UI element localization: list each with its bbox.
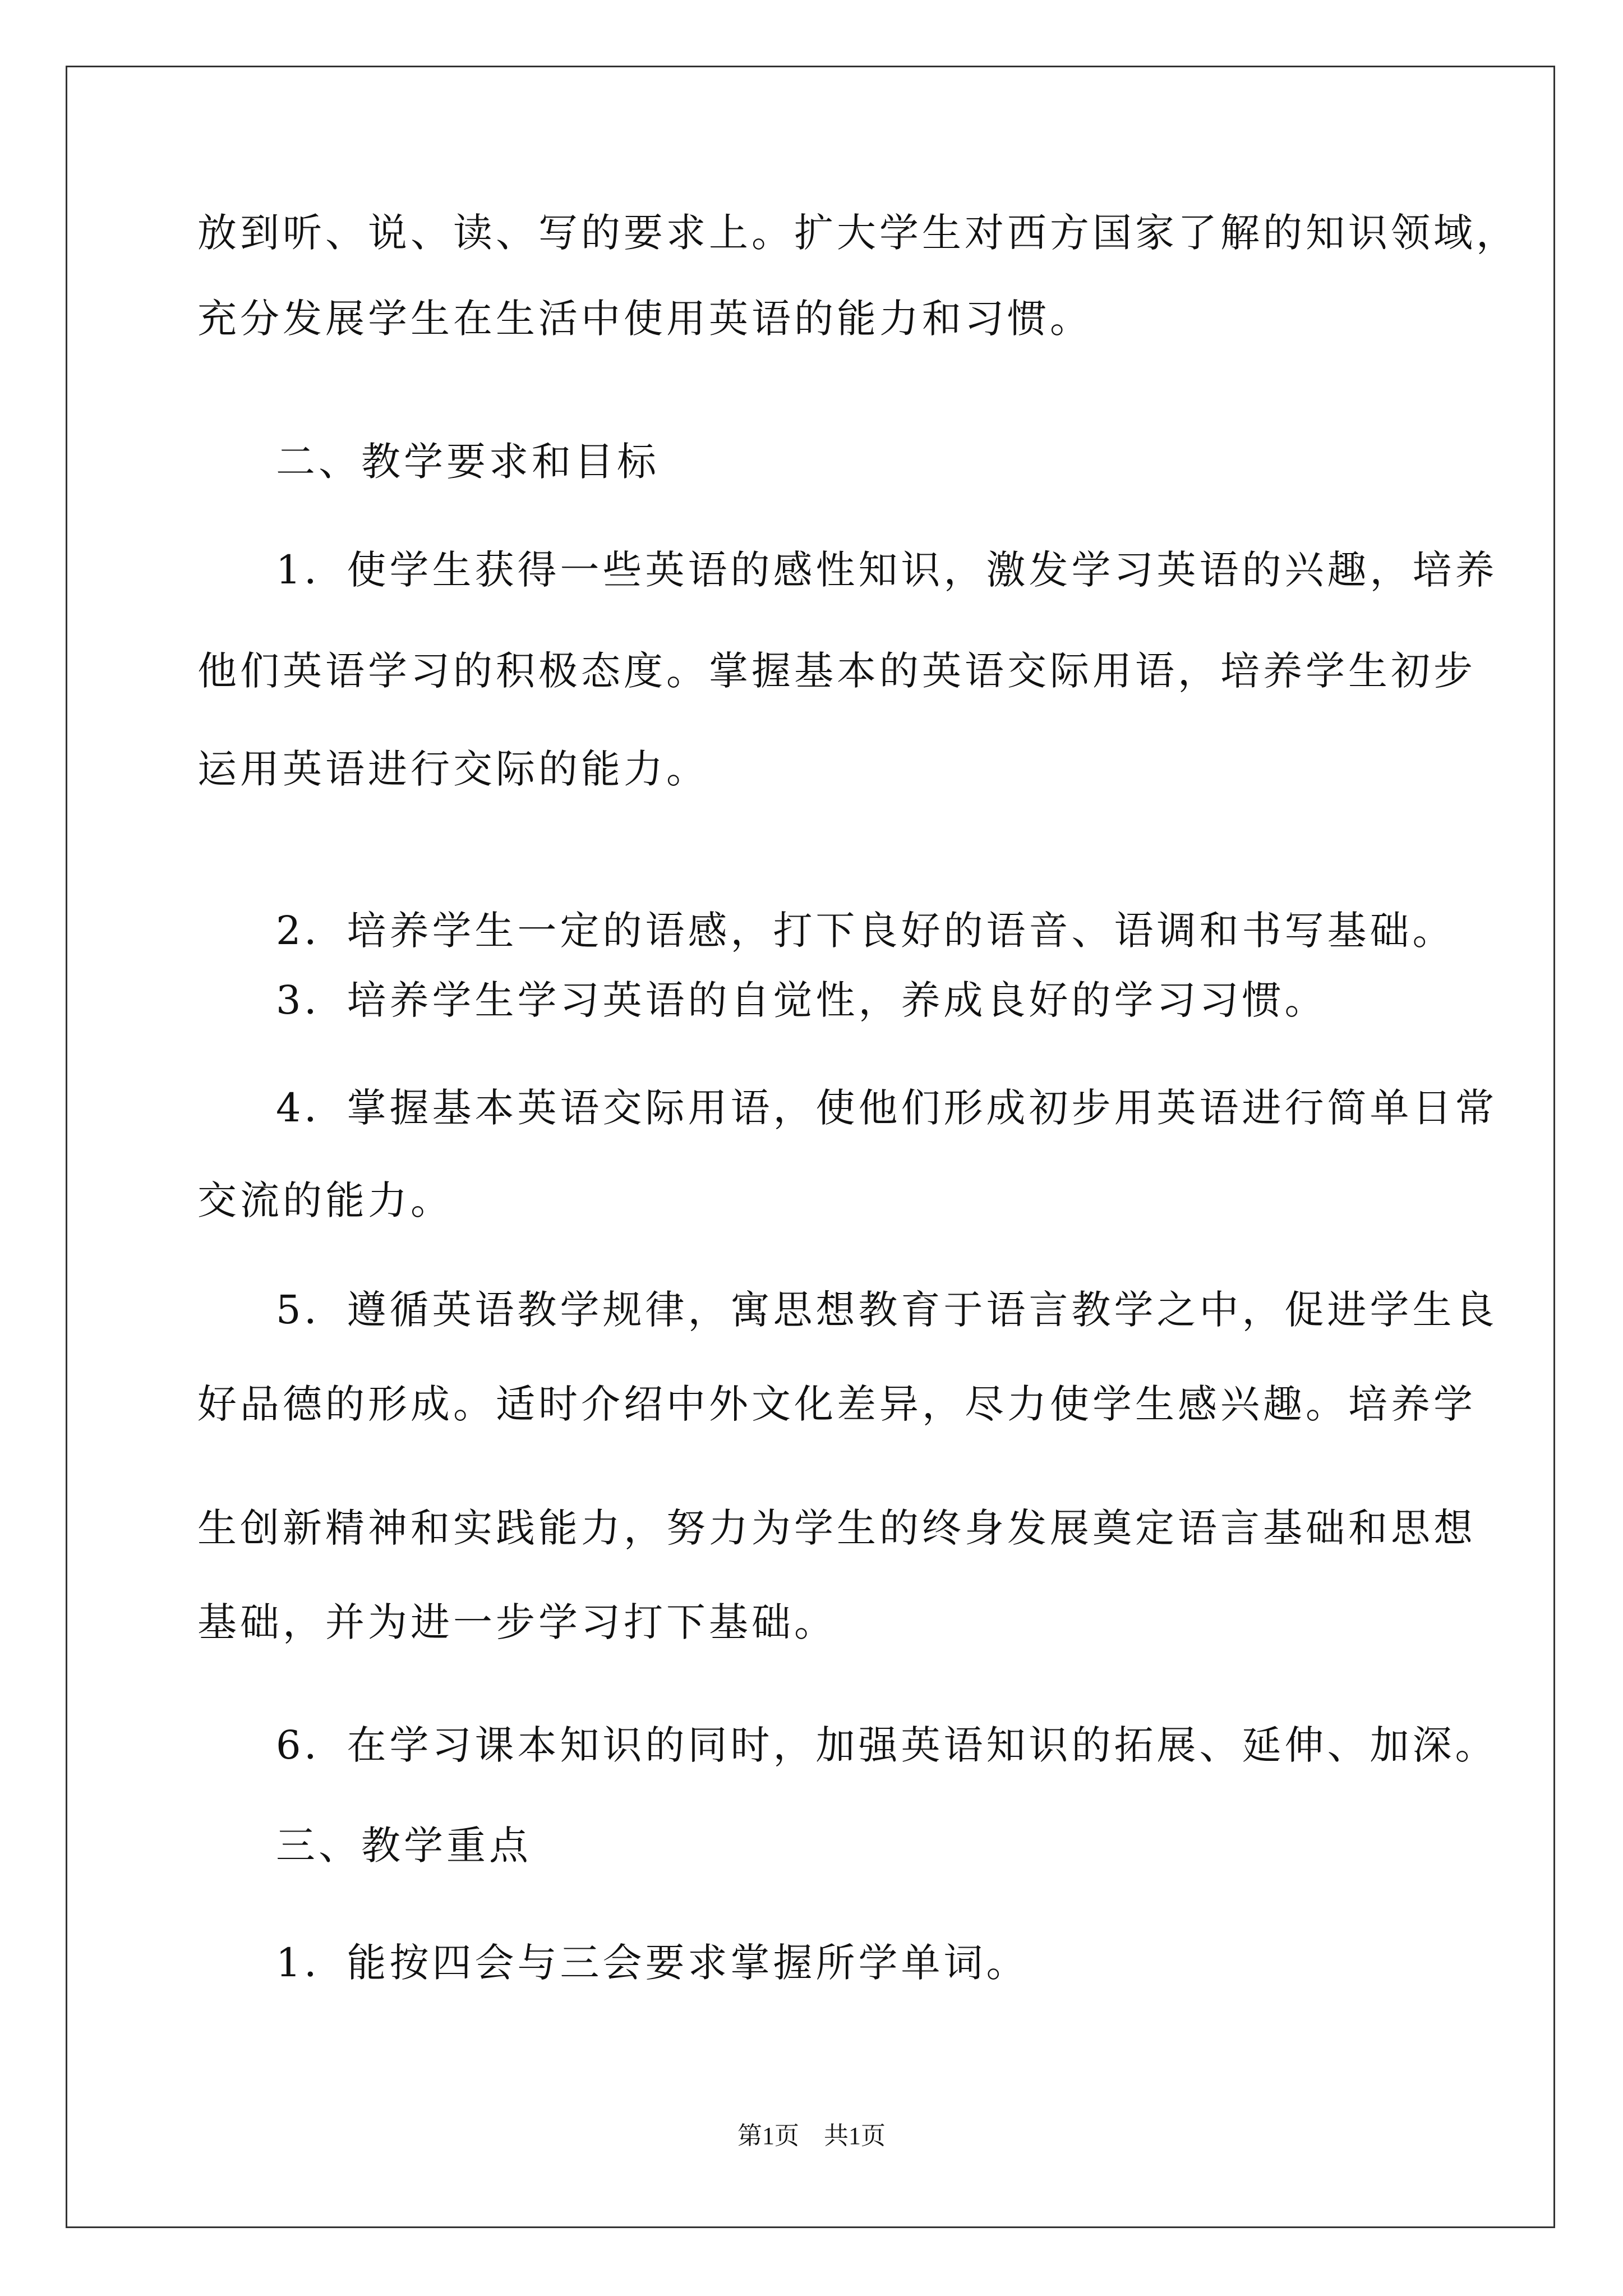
- text-line: 好品德的形成。适时介绍中外文化差异，尽力使学生感兴趣。培养学: [197, 1381, 1476, 1427]
- text-line: 运用英语进行交际的能力。: [197, 746, 709, 792]
- page-footer: 第1页 共1页: [737, 2122, 886, 2150]
- text-line: 1．能按四会与三会要求掌握所学单词。: [276, 1940, 1029, 1986]
- text-line: 1．使学生获得一些英语的感性知识，激发学习英语的兴趣，培养: [276, 547, 1498, 593]
- text-line: 3．培养学生学习英语的自觉性，养成良好的学习习惯。: [276, 977, 1327, 1023]
- text-line: 2．培养学生一定的语感，打下良好的语音、语调和书写基础。: [276, 908, 1455, 954]
- text-line: 基础，并为进一步学习打下基础。: [197, 1599, 837, 1645]
- page-border: [66, 66, 1555, 2228]
- text-line: 生创新精神和实践能力，努力为学生的终身发展奠定语言基础和思想: [197, 1505, 1476, 1551]
- text-line: 5．遵循英语教学规律，寓思想教育于语言教学之中，促进学生良: [276, 1287, 1498, 1333]
- text-line: 交流的能力。: [197, 1177, 453, 1223]
- section-heading: 三、教学重点: [276, 1823, 532, 1869]
- text-line: 4．掌握基本英语交际用语，使他们形成初步用英语进行简单日常: [276, 1085, 1498, 1131]
- text-line: 放到听、说、读、写的要求上。扩大学生对西方国家了解的知识领域，: [197, 210, 1519, 256]
- text-line: 6．在学习课本知识的同时，加强英语知识的拓展、延伸、加深。: [276, 1722, 1498, 1768]
- text-line: 他们英语学习的积极态度。掌握基本的英语交际用语，培养学生初步: [197, 648, 1476, 694]
- section-heading: 二、教学要求和目标: [276, 439, 660, 485]
- text-line: 充分发展学生在生活中使用英语的能力和习惯。: [197, 296, 1092, 342]
